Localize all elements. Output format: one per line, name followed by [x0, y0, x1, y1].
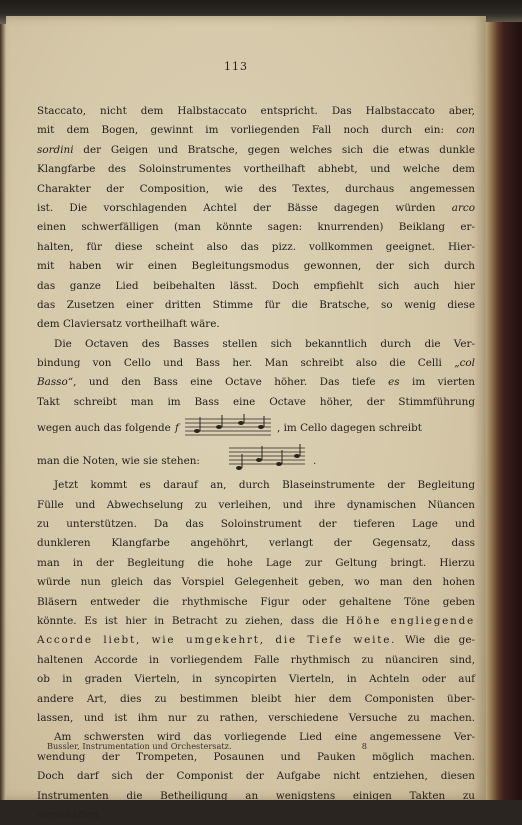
text-line: Bläsern entweder die rhythmische Figur oder gehaltene Töne geben [37, 595, 475, 608]
text-line: Fülle und Abwechselung zu verleihen, und ihre dynamischen Nüancen [37, 498, 475, 511]
text-line: Basso“, und den Bass eine Octave höher. Das tiefe es im vierten [37, 376, 475, 389]
text-line: Klangfarbe des Soloinstrumentes vortheilhaft abhebt, und welche dem [37, 163, 475, 176]
text-line: einen schwerfälligen (man könnte sagen: knurrenden) Beiklang er- [37, 221, 475, 234]
text-line: mit dem Bogen, gewinnt im vorliegenden Fall noch durch ein: con [37, 124, 475, 137]
text-line: haltenen Accorde in vorliegendem Falle rhythmisch zu nüanciren sind, [37, 653, 475, 666]
page-body [37, 102, 475, 825]
text-line: könnte. Es ist hier in Betracht zu ziehen, dass die Höhe engliegende [37, 614, 476, 627]
text-fragment: . [313, 455, 317, 468]
book-spine [486, 22, 522, 800]
text-fragment: wegen auch das folgende [37, 422, 171, 435]
footer-sheet-number: 8 [361, 741, 367, 751]
text-line: Accorde liebt, wie umgekehrt, die Tiefe weite. Wie die ge- [37, 634, 475, 647]
music-line-2 [37, 440, 475, 476]
music-notation-example-2 [227, 442, 307, 474]
footer-signature: Bussler, Instrumentation und Orchestersatz. [47, 741, 232, 751]
page [6, 16, 486, 821]
text-line: sordini der Geigen und Bratsche, gegen welches sich die etwas dunkle [37, 143, 475, 156]
text-line: man in der Begleitung die hohe Lage zur Geltung bringt. Hierzu [37, 556, 475, 569]
text-fragment: , im Cello dagegen schreibt [277, 422, 422, 435]
text-line: würde nun gleich das Vorspiel Gelegenheit geben, wo man den hohen [37, 576, 475, 589]
music-line-1 [37, 412, 475, 440]
text-line: das ganze Lied beibehalten lässt. Doch empfiehlt sich auch hier [37, 279, 475, 292]
text-line: zu unterstützen. Da das Soloinstrument der tieferen Lage und [37, 518, 475, 531]
music-notation-example-1 [183, 413, 273, 439]
text-line: halten, für diese scheint also das pizz. vollkommen geeignet. Hier- [37, 240, 475, 253]
text-line: mit haben wir einen Begleitungsmodus gewonnen, der sich durch [37, 260, 475, 273]
text-line: lassen, und ist ihm nur zu rathen, verschiedene Versuche zu machen. [37, 711, 475, 724]
text-line: Doch darf sich der Componist der Aufgabe nicht entziehen, diesen [37, 770, 475, 783]
text-line: andere Art, dies zu bestimmen bleibt hier dem Componisten über- [37, 692, 475, 705]
text-line: ob in graden Vierteln, in syncopirten Vierteln, in Achteln oder auf [37, 673, 475, 686]
text-line: bindung von Cello und Bass her. Man schreibt also die Celli „col [37, 357, 475, 370]
text-line: Takt schreibt man im Bass eine Octave höher, der Stimmführung [37, 395, 475, 408]
text-fragment: man die Noten, wie sie stehen: [37, 455, 200, 468]
text-line: Instrumenten die Betheiligung an wenigstens einigen Takten zu [37, 789, 475, 802]
text-line: dem Claviersatz vortheilhaft wäre. [37, 318, 220, 331]
text-line: Staccato, nicht dem Halbstaccato entspricht. Das Halbstaccato aber, [37, 105, 475, 117]
text-line: Am schwersten wird das vorliegende Lied eine angemessene Ver- [54, 731, 475, 744]
text-line: Die Octaven des Basses stellen sich bekanntlich durch die Ver- [54, 337, 475, 350]
dynamic-mark: f [175, 422, 179, 435]
page-number: 113 [224, 60, 248, 73]
text-line: dunkleren Klangfarbe angehöhrt, verlangt der Gegensatz, dass [37, 537, 475, 550]
text-line: Charakter der Composition, wie des Textes, durchaus angemessen [37, 182, 475, 195]
text-line: wendung der Trompeten, Posaunen und Pauken möglich machen. [37, 750, 475, 763]
text-line: ist. Die vorschlagenden Achtel der Bässe dagegen würden arco [37, 201, 475, 214]
page-footer [47, 741, 367, 751]
text-line: Jetzt kommt es darauf an, durch Blaseinstrumente der Begleitung [54, 479, 475, 492]
text-line: das Zusetzen einer dritten Stimme für die Bratsche, so wenig diese [37, 298, 475, 311]
text-line: verschaffen. [37, 808, 102, 821]
